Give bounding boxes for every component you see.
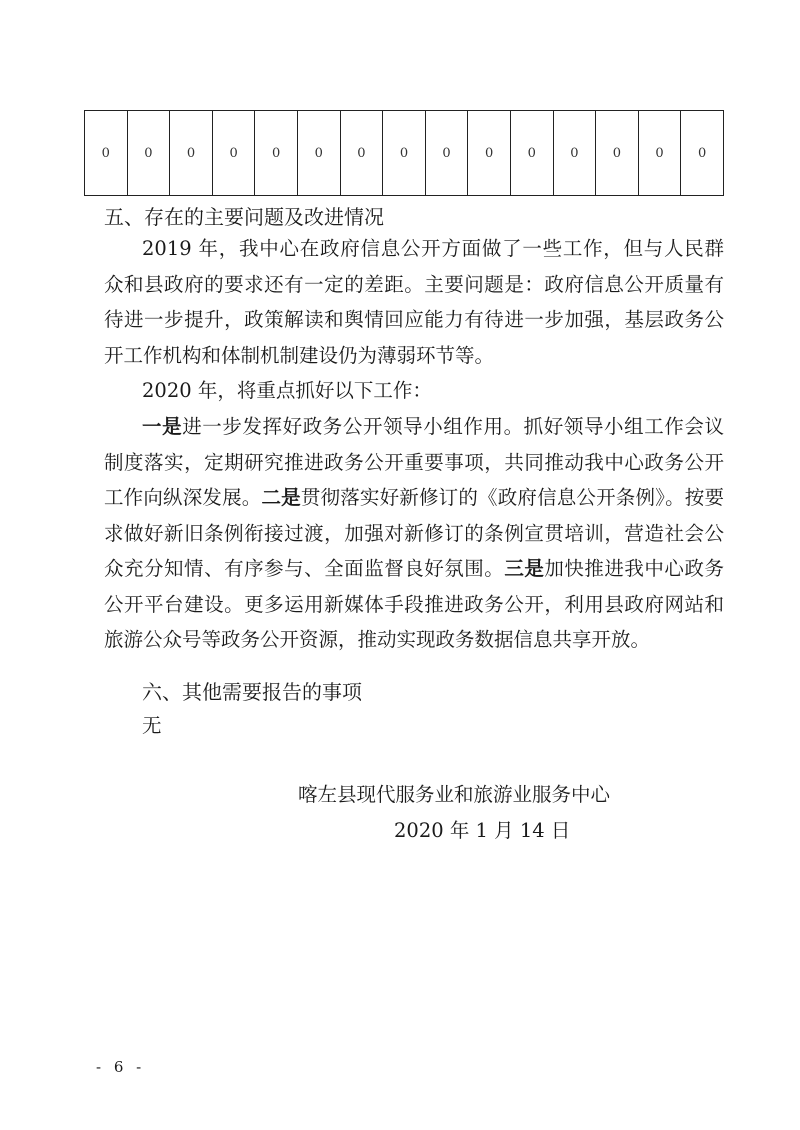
problems-paragraph: 2019 年，我中心在政府信息公开方面做了一些工作，但与人民群众和县政府的要求还有一定的差距。主要问题是：政府信息公开质量有待进一步提升，政策解读和舆情回应能力有待进一步加强，基层政务公开工作机构和体制机制建设仍为薄弱环节等。 <box>104 237 724 367</box>
signature-organization: 喀左县现代服务业和旅游业服务中心 <box>298 783 611 806</box>
statistics-table <box>84 110 724 196</box>
table-row <box>85 111 724 196</box>
table-cell: 0 <box>127 111 170 196</box>
plan-paragraph <box>104 409 724 658</box>
signature-date: 2020 年 1 月 14 日 <box>394 819 571 842</box>
section-heading-problems: 五、存在的主要问题及改进情况 <box>104 205 384 229</box>
point-one-keyword: 一是 <box>142 415 183 438</box>
section-heading-other: 六、其他需要报告的事项 <box>142 680 362 704</box>
table-cell: 0 <box>170 111 213 196</box>
page-number: - 6 - <box>96 1058 146 1076</box>
table-cell: 0 <box>681 111 724 196</box>
point-two-keyword: 二是 <box>261 486 301 509</box>
table-cell: 0 <box>510 111 553 196</box>
table-cell: 0 <box>425 111 468 196</box>
table-cell: 0 <box>212 111 255 196</box>
table-cell: 0 <box>340 111 383 196</box>
table-cell: 0 <box>468 111 511 196</box>
other-matters-text: 无 <box>142 714 162 737</box>
point-three-text: 加快推进我中心政务公开平台建设。更多运用新媒体手段推进政务公开，利用县政府网站和旅游公众号等政务公开资源，推动实现政务数据信息共享开放。 <box>104 557 724 651</box>
table-cell: 0 <box>383 111 426 196</box>
table-cell: 0 <box>553 111 596 196</box>
point-three-keyword: 三是 <box>504 557 545 580</box>
table-cell: 0 <box>85 111 128 196</box>
table-cell: 0 <box>255 111 298 196</box>
point-one-text: 进一步发挥好政务公开领导小组作用。抓好领导小组工作会议制度落实，定期研究推进政务公开重要事项，共同推动我中心政务公开工作向纵深发展。 <box>104 415 724 509</box>
table-cell: 0 <box>297 111 340 196</box>
plan-intro-paragraph: 2020 年，将重点抓好以下工作： <box>142 379 432 402</box>
table-cell: 0 <box>638 111 681 196</box>
table-cell: 0 <box>596 111 639 196</box>
point-two-text: 贯彻落实好新修订的《政府信息公开条例》。按要求做好新旧条例衔接过渡，加强对新修订的条例宣贯培训，营造社会公众充分知情、有序参与、全面监督良好氛围。 <box>104 486 724 580</box>
